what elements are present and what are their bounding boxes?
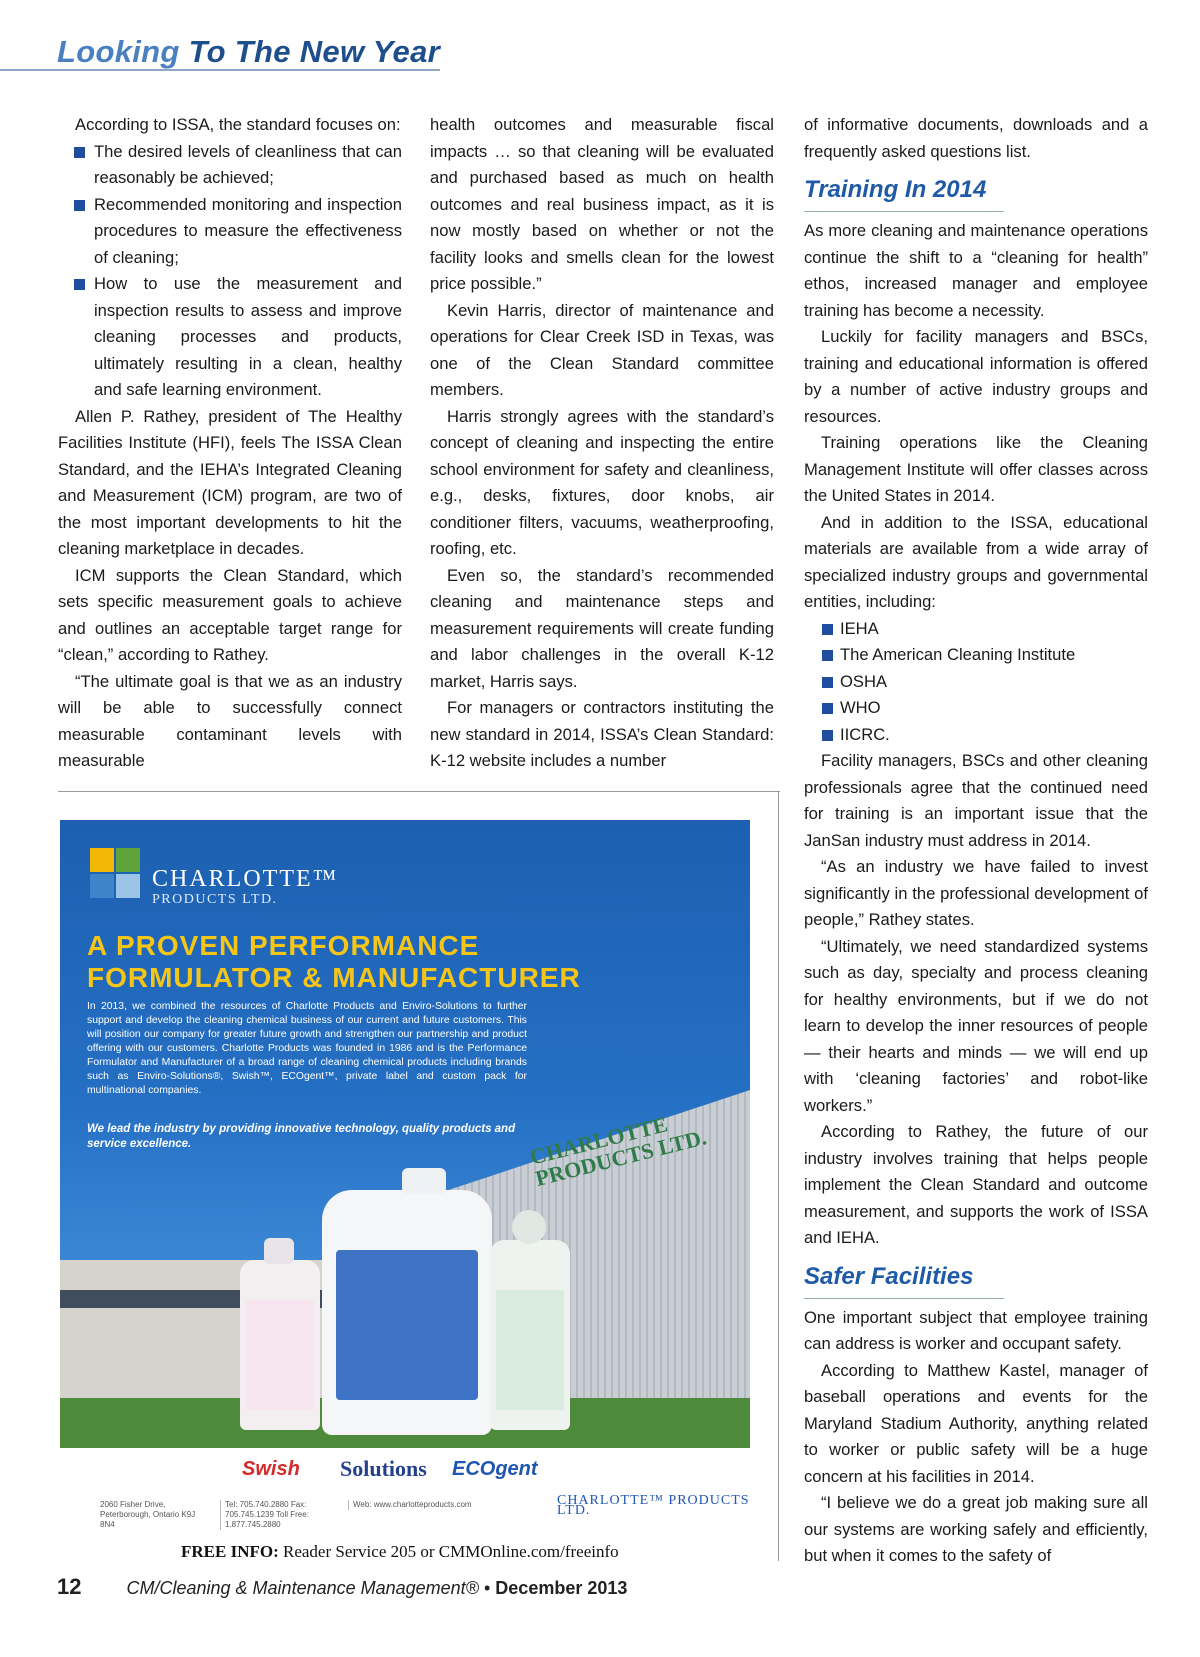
ad-contact-footer (60, 1493, 750, 1530)
header-part2: To The New Year (188, 34, 440, 69)
paragraph: Even so, the standard’s recommended cleaning and maintenance steps and measurement requirements will create funding and labor challenges in the overall K-12 market, Harris says. (430, 565, 774, 691)
ad-headline-2: FORMULATOR & MANUFACTURER (87, 962, 581, 993)
bullet-square-icon (822, 650, 833, 661)
bullet-square-icon (74, 279, 85, 290)
list-item: The desired levels of cleanliness that can reasonably be achieved; (94, 139, 402, 192)
swish-bottle-image (240, 1260, 320, 1430)
free-info-text: Reader Service 205 or CMMOnline.com/freeinfo (283, 1542, 619, 1561)
paragraph: One important subject that employee training can address is worker and occupant safety. (804, 1307, 1148, 1353)
paragraph: According to Rathey, the future of our industry involves training that helps people implement the Clean Standard and outcome measurement, and supports the work of ISSA and IEHA. (804, 1122, 1148, 1247)
subhead-rule (804, 211, 1004, 212)
list-item: WHO (822, 695, 1148, 722)
list-item: OSHA (822, 669, 1148, 696)
header-part1: Looking (57, 34, 180, 69)
solutions-logo: Solutions (340, 1456, 427, 1481)
paragraph: “Ultimately, we need standardized systems such as day, specialty and process cleaning for healthy environments, but if we do not learn to develop the inner resources of people — their hearts and minds — we will end up with ‘cleaning factories’ and robot-like workers.” (804, 936, 1148, 1115)
subhead-training: Training In 2014 (804, 176, 987, 203)
bullet-square-icon (822, 703, 833, 714)
logo-square-icon (116, 848, 140, 872)
issue-date: December 2013 (495, 1578, 628, 1598)
page-footer (57, 1574, 627, 1600)
footer-separator: • (483, 1578, 491, 1598)
logo-square-icon (90, 874, 114, 898)
paragraph: ICM supports the Clean Standard, which sets specific measurement goals to achieve and outlines an acceptable target range for “clean,” according to Rathey. (58, 565, 402, 664)
ecogent-bottle-image (490, 1240, 570, 1430)
paragraph: Training operations like the Cleaning Management Institute will offer classes across the United States in 2014. (804, 433, 1148, 505)
bullet-square-icon (822, 677, 833, 688)
ad-footer-logo: CHARLOTTE™ PRODUCTS LTD. (557, 1493, 750, 1518)
ad-tagline: We lead the industry by providing innovative technology, quality products and service excellence. (87, 1123, 516, 1150)
free-info-line (181, 1542, 619, 1562)
list-item: How to use the measurement and inspection results to assess and improve cleaning processes and products, ultimately resulting in a clean, healthy and safe learning environment. (94, 271, 402, 404)
paragraph: “The ultimate goal is that we as an industry will be able to successfully connect measurable contaminant levels with measurable (58, 671, 402, 770)
bullet-square-icon (822, 730, 833, 741)
paragraph: Allen P. Rathey, president of The Healthy Facilities Institute (HFI), feels The ISSA Clean Standard, and the IEHA’s Integrated Cleaning and Measurement (ICM) program, are two of the most important developments to hit the cleaning marketplace in decades. (58, 406, 402, 558)
ad-border-right (778, 791, 779, 1561)
ad-border-top (58, 791, 780, 792)
publication-name: CM/Cleaning & Maintenance Management® (126, 1578, 479, 1598)
paragraph: For managers or contractors instituting the new standard in 2014, ISSA’s Clean Standard: K-12 website includes a number (430, 698, 774, 770)
list-item: Recommended monitoring and inspection procedures to measure the effectiveness of cleaning; (94, 192, 402, 272)
bullet-square-icon (74, 200, 85, 211)
paragraph: And in addition to the ISSA, educational materials are available from a wide array of specialized industry groups and governmental entities, including: (804, 512, 1148, 611)
ad-website[interactable]: Web: www.charlotteproducts.com (348, 1500, 472, 1510)
col1-intro: According to ISSA, the standard focuses on: (75, 115, 401, 134)
paragraph: “As an industry we have failed to invest significantly in the professional development of people,” Rathey states. (804, 857, 1148, 929)
ad-hero-panel (60, 820, 750, 1448)
col3-org-list (804, 616, 1148, 749)
paragraph: health outcomes and measurable fiscal impacts … so that cleaning will be evaluated and purchased based as much on health outcomes and real business impact, as it is now mostly based on whether or not the facility looks and smells clean for the lowest price possible.” (430, 115, 774, 293)
ad-brand-name: CHARLOTTE™ (152, 866, 339, 892)
column-1 (58, 112, 402, 775)
logo-square-icon (116, 874, 140, 898)
ad-address: 2060 Fisher Drive, Peterborough, Ontario K9J 8N4 (100, 1500, 196, 1529)
list-item: The American Cleaning Institute (822, 642, 1148, 669)
list-item: IICRC. (822, 722, 1148, 749)
column-2 (430, 112, 774, 775)
solutions-jug-image (322, 1190, 492, 1435)
ad-brand-sub: PRODUCTS LTD. (152, 892, 278, 907)
bullet-square-icon (74, 147, 85, 158)
header-rule (0, 69, 440, 71)
page-header (57, 34, 440, 70)
bullet-square-icon (822, 624, 833, 635)
logo-square-icon (90, 848, 114, 872)
building-sign: CHARLOTTE PRODUCTS LTD. (527, 1111, 709, 1191)
col1-bullet-list (58, 139, 402, 404)
ad-phones: Tel: 705.740.2880 Fax: 705.745.1239 Toll Free: 1.877.745.2880 (220, 1500, 335, 1530)
paragraph: According to Matthew Kastel, manager of baseball operations and events for the Maryland Stadium Authority, anything related to worker or public safety will be a huge concern at his facilities in 2014. (804, 1360, 1148, 1486)
page-number: 12 (57, 1574, 82, 1599)
paragraph: “I believe we do a great job making sure all our systems are working safely and efficiently, but when it comes to the safety of (804, 1493, 1148, 1565)
swish-logo: Swish (242, 1458, 300, 1480)
paragraph: As more cleaning and maintenance operations continue the shift to a “cleaning for health” ethos, increased manager and employee training has become a necessity. (804, 221, 1148, 320)
paragraph: of informative documents, downloads and a frequently asked questions list. (804, 115, 1148, 161)
column-3 (804, 112, 1148, 1570)
paragraph: Kevin Harris, director of maintenance and operations for Clear Creek ISD in Texas, was one of the Clean Standard committee members. (430, 300, 774, 399)
charlotte-advertisement[interactable] (60, 820, 750, 1530)
ad-body-text: In 2013, we combined the resources of Charlotte Products and Enviro-Solutions to further support and develop the cleaning chemical business of our current and future customers. This will position our company for greater future growth and strengthen our partnership and product offering with our customers. Charlotte Products was founded in 1986 and is the Performance Formulator and Manufacturer of a broad range of cleaning chemical products including brands such as Enviro-Solutions®, Swish™, ECOgent™, private label and custom pack for multinational companies. (87, 1001, 527, 1096)
paragraph: Facility managers, BSCs and other cleaning professionals agree that the continued need for training is an important issue that the JanSan industry must address in 2014. (804, 751, 1148, 850)
subhead-rule (804, 1298, 1004, 1299)
paragraph: Luckily for facility managers and BSCs, training and educational information is offered by a number of active industry groups and resources. (804, 327, 1148, 426)
ad-headline-1: A PROVEN PERFORMANCE (87, 930, 480, 961)
free-info-label: FREE INFO: (181, 1542, 279, 1561)
paragraph: Harris strongly agrees with the standard’s concept of cleaning and inspecting the entire school environment for safety and cleanliness, e.g., desks, fixtures, door knobs, air conditioner filters, vacuums, weatherproofing, roofing, etc. (430, 406, 774, 558)
subhead-safer-facilities: Safer Facilities (804, 1262, 974, 1290)
ecogent-logo: ECOgent (452, 1458, 538, 1480)
list-item: IEHA (822, 616, 1148, 643)
